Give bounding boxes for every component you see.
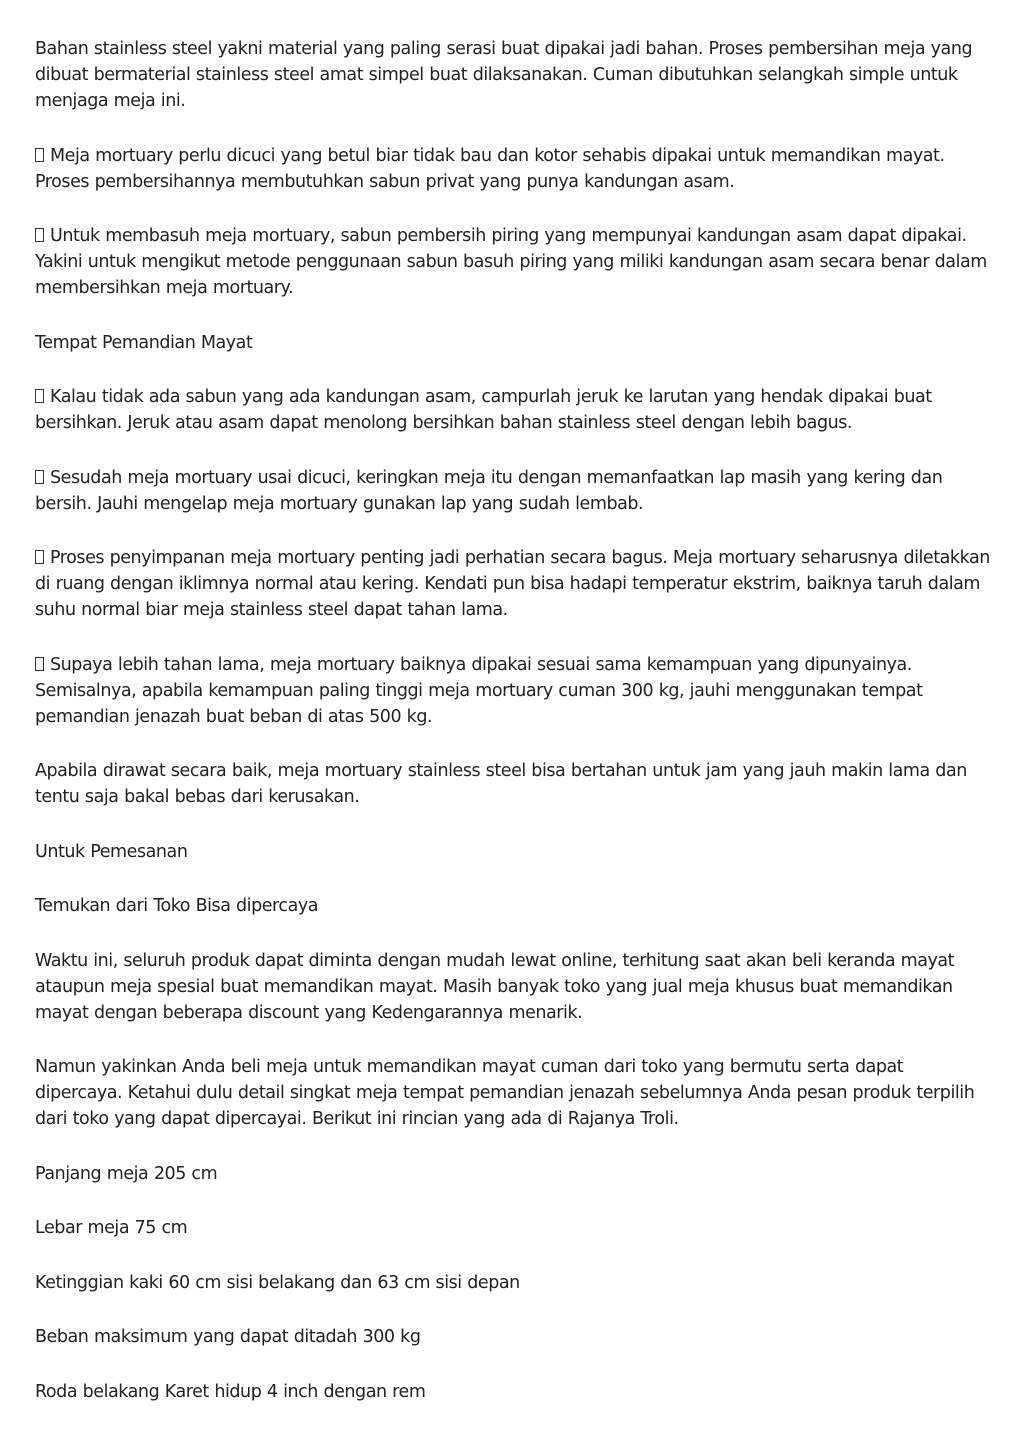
paragraph-text: Sesudah meja mortuary usai dicuci, keringkan meja itu dengan memanfaatkan lap masih yang kering dan bersih. Jauhi mengelap meja mortuary gunakan lap yang sudah lembab. (35, 467, 943, 514)
paragraph (35, 1324, 995, 1350)
bullet-icon (35, 228, 44, 242)
paragraph (35, 36, 995, 114)
paragraph (35, 948, 995, 1026)
paragraph (35, 839, 995, 865)
paragraph (35, 465, 995, 517)
paragraph-text: Waktu ini, seluruh produk dapat diminta dengan mudah lewat online, terhitung saat akan beli keranda mayat ataupun meja spesial buat memandikan mayat. Masih banyak toko yang jual meja khusus buat memandikan mayat dengan beberapa discount yang Kedengarannya menarik. (35, 950, 955, 1023)
bullet-icon (35, 657, 44, 671)
paragraph (35, 1215, 995, 1241)
paragraph (35, 330, 995, 356)
paragraph (35, 1054, 995, 1132)
paragraph-text: Meja mortuary perlu dicuci yang betul biar tidak bau dan kotor sehabis dipakai untuk memandikan mayat. Proses pembersihannya membutuhkan sabun privat yang punya kandungan asam. (35, 145, 945, 192)
paragraph-text: Proses penyimpanan meja mortuary penting jadi perhatian secara bagus. Meja mortuary seharusnya diletakkan di ruang dengan iklimnya normal atau kering. Kendati pun bisa hadapi temperatur ekstrim, baiknya taruh dalam suhu normal biar meja stainless steel dapat tahan lama. (35, 548, 990, 620)
bullet-icon (35, 148, 44, 162)
paragraph-text: Beban maksimum yang dapat ditadah 300 kg (35, 1327, 421, 1347)
paragraph (35, 893, 995, 919)
paragraph (35, 1161, 995, 1187)
paragraph-text: Untuk Pemesanan (35, 841, 188, 862)
paragraph (35, 223, 995, 301)
paragraph-text: Panjang meja 205 cm (35, 1163, 218, 1184)
paragraph-text: Tempat Pemandian Mayat (35, 332, 253, 353)
paragraph-text: Lebar meja 75 cm (35, 1218, 188, 1238)
paragraph (35, 545, 995, 623)
bullet-icon (35, 550, 44, 564)
paragraph-text: Bahan stainless steel yakni material yang paling serasi buat dipakai jadi bahan. Proses pembersihan meja yang dibuat bermaterial stainless steel amat simpel buat dilaksanakan. Cuman dibutuhkan selangkah simple untuk menjaga meja ini. (35, 39, 973, 111)
paragraph (35, 652, 995, 730)
paragraph (35, 1379, 995, 1405)
paragraph-text: Kalau tidak ada sabun yang ada kandungan asam, campurlah jeruk ke larutan yang hendak dipakai buat bersihkan. Jeruk atau asam dapat menolong bersihkan bahan stainless steel dengan lebih bagus. (35, 387, 932, 433)
paragraph-text: Roda belakang Karet hidup 4 inch dengan rem (35, 1381, 426, 1402)
paragraph-text: Supaya lebih tahan lama, meja mortuary baiknya dipakai sesuai sama kemampuan yang dipunyainya. Semisalnya, apabila kemampuan paling tinggi meja mortuary cuman 300 kg, jauhi menggunakan tempat pemandian jenazah buat beban di atas 500 kg. (35, 654, 923, 727)
paragraph-text: Apabila dirawat secara baik, meja mortuary stainless steel bisa bertahan untuk jam yang jauh makin lama dan tentu saja bakal bebas dari kerusakan. (35, 761, 967, 807)
paragraph-text: Namun yakinkan Anda beli meja untuk memandikan mayat cuman dari toko yang bermutu serta dapat dipercaya. Ketahui dulu detail singkat meja tempat pemandian jenazah sebelumnya Anda pesan produk terpilih dari toko yang dapat dipercayai. Berikut ini rincian yang ada di Rajanya Troli. (35, 1057, 975, 1129)
paragraph-text: Untuk membasuh meja mortuary, sabun pembersih piring yang mempunyai kandungan asam dapat dipakai. Yakini untuk mengikut metode penggunaan sabun basuh piring yang miliki kandungan asam secara benar dalam membersihkan meja mortuary. (35, 226, 987, 298)
paragraph-text: Ketinggian kaki 60 cm sisi belakang dan 63 cm sisi depan (35, 1272, 520, 1293)
bullet-icon (35, 470, 44, 484)
paragraph (35, 1270, 995, 1296)
document-body (35, 36, 995, 1433)
paragraph (35, 758, 995, 810)
bullet-icon (35, 389, 44, 403)
paragraph (35, 384, 995, 436)
paragraph (35, 143, 995, 195)
paragraph-text: Temukan dari Toko Bisa dipercaya (35, 896, 319, 916)
